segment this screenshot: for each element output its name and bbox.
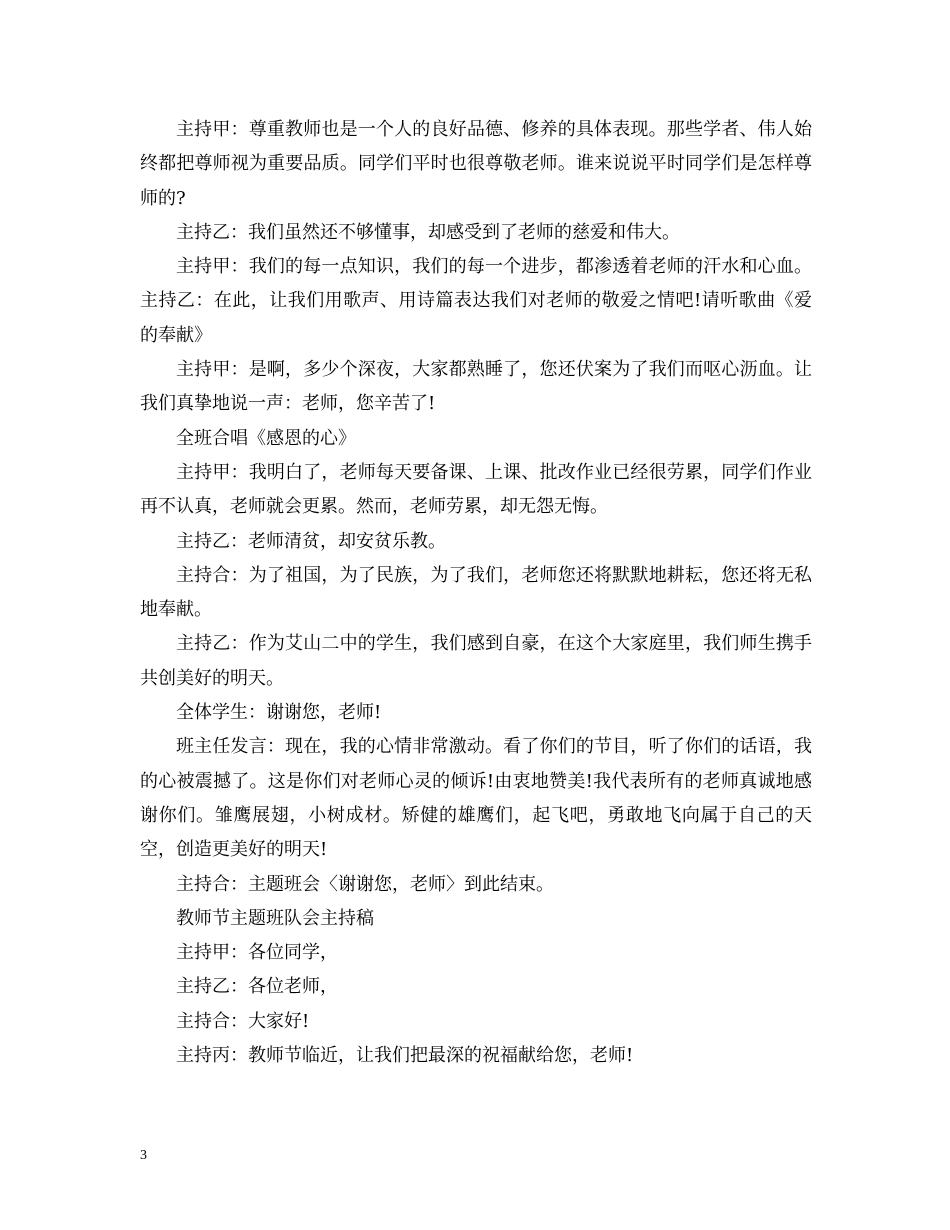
paragraph-10: 全体学生：谢谢您，老师! xyxy=(176,702,382,724)
paragraph-12: 主持合：主题班会〈谢谢您，老师〉到此结束。 xyxy=(176,873,554,895)
paragraph-1: 主持甲：尊重教师也是一个人的良好品德、修养的具体表现。那些学者、伟人始终都把尊师视为重要品质。同学们平时也很尊敬老师。谁来说说平时同学们是怎样尊师的? xyxy=(140,119,812,209)
paragraph-2: 主持乙：我们虽然还不够懂事，却感受到了老师的慈爱和伟大。 xyxy=(176,221,680,243)
paragraph-15: 主持乙：各位老师， xyxy=(176,976,338,998)
page-number: 3 xyxy=(140,1148,147,1163)
paragraph-7: 主持乙：老师清贫，却安贫乐教。 xyxy=(176,530,446,552)
paragraph-5: 全班合唱《感恩的心》 xyxy=(176,427,356,449)
paragraph-3: 主持甲：我们的每一点知识，我们的每一个进步，都渗透着老师的汗水和心血。 主持乙：在此，让我们用歌声、用诗篇表达我们对老师的敬爱之情吧!请听歌曲《爱的奉献》 xyxy=(140,256,812,346)
paragraph-17: 主持丙：教师节临近，让我们把最深的祝福献给您，老师! xyxy=(176,1045,634,1067)
document-body xyxy=(140,113,812,1073)
paragraph-14: 主持甲：各位同学， xyxy=(176,942,338,964)
paragraph-9: 主持乙：作为艾山二中的学生，我们感到自豪，在这个大家庭里，我们师生携手共创美好的明天。 xyxy=(140,633,812,689)
paragraph-4: 主持甲：是啊，多少个深夜，大家都熟睡了，您还伏案为了我们而呕心沥血。让我们真挚地说一声：老师，您辛苦了! xyxy=(140,359,812,415)
paragraph-11: 班主任发言：现在，我的心情非常激动。看了你们的节目，听了你们的话语，我的心被震撼了。这是你们对老师心灵的倾诉!由衷地赞美!我代表所有的老师真诚地感谢你们。雏鹰展翅，小树成材。矫健的雄鹰们，起飞吧，勇敢地飞向属于自己的天空，创造更美好的明天! xyxy=(140,736,812,861)
paragraph-6: 主持甲：我明白了，老师每天要备课、上课、批改作业已经很劳累，同学们作业再不认真，老师就会更累。然而，老师劳累，却无怨无悔。 xyxy=(140,461,812,518)
paragraph-16: 主持合：大家好! xyxy=(176,1010,310,1032)
paragraph-8: 主持合：为了祖国，为了民族，为了我们，老师您还将默默地耕耘，您还将无私地奉献。 xyxy=(140,564,812,621)
paragraph-13: 教师节主题班队会主持稿 xyxy=(176,907,374,929)
